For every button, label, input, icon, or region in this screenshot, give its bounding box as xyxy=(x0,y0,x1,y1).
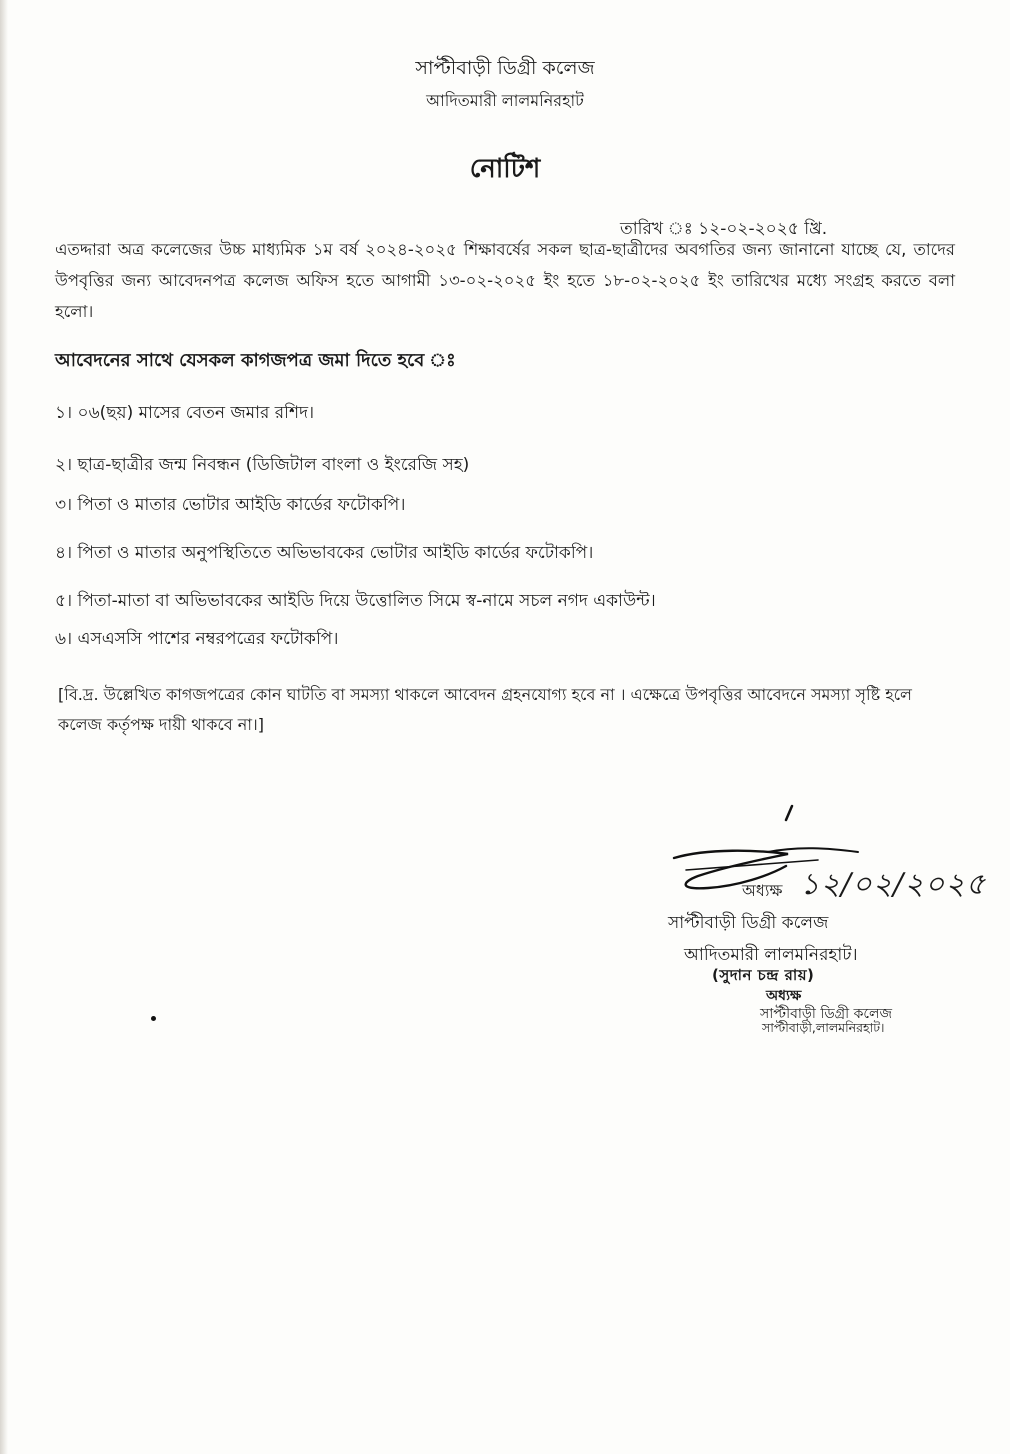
stamp-designation: অধ্যক্ষ xyxy=(766,988,802,1004)
requirements-heading: আবেদনের সাথে যেসকল কাগজপত্র জমা দিতে হবে ঃ xyxy=(55,350,456,371)
requirement-item: ৪। পিতা ও মাতার অনুপস্থিতিতে অভিভাবকের ভোটার আইডি কার্ডের ফটোকপি। xyxy=(55,543,594,563)
requirement-item: ৩। পিতা ও মাতার ভোটার আইডি কার্ডের ফটোকপি। xyxy=(55,495,406,515)
signatory-college: সাপ্টীবাড়ী ডিগ্রী কলেজ xyxy=(668,913,829,933)
stamp-name: (সুদান চন্দ্র রায়) xyxy=(712,966,815,984)
requirement-item: ২। ছাত্র-ছাত্রীর জন্ম নিবন্ধন (ডিজিটাল বাংলা ও ইংরেজি সহ) xyxy=(55,455,470,475)
notice-body: এতদ্দারা অত্র কলেজের উচ্চ মাধ্যমিক ১ম বর্ষ ২০২৪-২০২৫ শিক্ষাবর্ষের সকল ছাত্র-ছাত্রীদের অবগতির জন্য জানানো যাচ্ছে যে, তাদের উপবৃত্তির জন্য আবেদনপত্র কলেজ অফিস হতে আগামী ১৩-০২-২০২৫ ইং হতে ১৮-০২-২০২৫ ইং তারিখের মধ্যে সংগ্রহ করতে বলা হলো। xyxy=(55,240,955,321)
college-address: আদিতমারী লালমনিরহাট xyxy=(426,91,584,110)
paper-edge-shadow xyxy=(0,0,8,1454)
signatory-designation: অধ্যক্ষ xyxy=(742,881,783,900)
requirement-item: ৬। এসএসসি পাশের নম্বরপত্রের ফটোকপি। xyxy=(55,629,339,649)
signatory-address: আদিতমারী লালমনিরহাট। xyxy=(684,945,858,965)
requirement-item: ১। ০৬(ছয়) মাসের বেতন জমার রশিদ। xyxy=(55,403,315,423)
stamp-college: সাপ্টীবাড়ী ডিগ্রী কলেজ xyxy=(760,1006,893,1022)
special-note: [বি.দ্র. উল্লেখিত কাগজপত্রের কোন ঘাটতি বা সমস্যা থাকলে আবেদন গ্রহনযোগ্য হবে না । এক্ষেত্রে উপবৃত্তির আবেদনে সমস্যা সৃষ্টি হলে কলেজ কর্তৃপক্ষ দায়ী থাকবে না।] xyxy=(58,685,912,734)
signature-date: ১২/০২/২০২৫ xyxy=(800,867,987,902)
college-name: সাপ্টীবাড়ী ডিগ্রী কলেজ xyxy=(415,57,595,79)
ink-dot xyxy=(151,1016,156,1021)
stamp-address: সাপ্টীবাড়ী,লালমনিরহাট। xyxy=(762,1020,885,1035)
requirement-item: ৫। পিতা-মাতা বা অভিভাবকের আইডি দিয়ে উত্তোলিত সিমে স্ব-নামে সচল নগদ একাউন্ট। xyxy=(55,591,656,611)
notice-date: তারিখ ঃ ১২-০২-২০২৫ খ্রি. xyxy=(620,219,828,239)
notice-title: নোটিশ xyxy=(469,154,541,184)
